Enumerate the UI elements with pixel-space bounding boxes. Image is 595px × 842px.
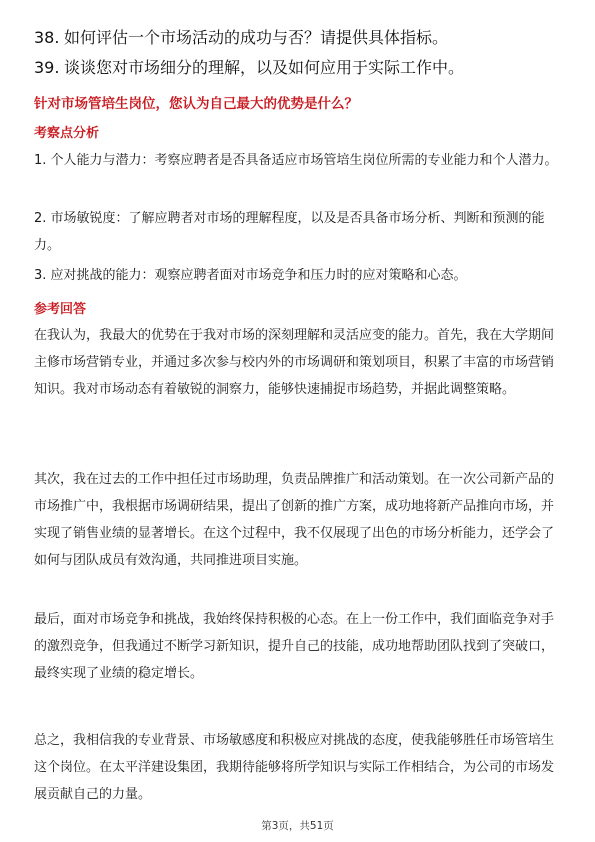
- question-number: 39.: [34, 58, 60, 77]
- question-39: [34, 57, 464, 79]
- answer-paragraph-2: 其次，我在过去的工作中担任过市场助理，负责品牌推广和活动策划。在一次公司新产品的市场推广中，我根据市场调研结果，提出了创新的推广方案，成功地将新产品推向市场，并实现了销售业绩的显著增长。在这个过程中，我不仅展现了出色的市场分析能力，还学会了如何与团队成员有效沟通，共同推进项目实施。: [34, 472, 555, 568]
- analysis-title: 考察点分析: [34, 126, 100, 141]
- question-38: [34, 27, 448, 49]
- section-title: 针对市场管培生岗位，您认为自己最大的优势是什么？: [34, 96, 358, 112]
- question-text: 如何评估一个市场活动的成功与否？请提供具体指标。: [64, 28, 449, 47]
- page-footer: 第3页，共51页: [261, 820, 334, 832]
- question-number: 38.: [34, 28, 60, 47]
- answer-title: 参考回答: [34, 302, 87, 317]
- answer-paragraph-1: 在我认为，我最大的优势在于我对市场的深刻理解和灵活应变的能力。首先，我在大学期间主修市场营销专业，并通过多次参与校内外的市场调研和策划项目，积累了丰富的市场营销知识。我对市场动态有着敏锐的洞察力，能够快速捕捉市场趋势，并据此调整策略。: [34, 328, 555, 397]
- answer-paragraph-4: 总之，我相信我的专业背景、市场敏感度和积极应对挑战的态度，使我能够胜任市场管培生这个岗位。在太平洋建设集团，我期待能够将所学知识与实际工作相结合，为公司的市场发展贡献自己的力量。: [34, 733, 555, 802]
- analysis-point-1: 1. 个人能力与潜力：考察应聘者是否具备适应市场管培生岗位所需的专业能力和个人潜力。: [34, 153, 558, 168]
- question-text: 谈谈您对市场细分的理解，以及如何应用于实际工作中。: [64, 58, 465, 77]
- analysis-point-3: 3. 应对挑战的能力：观察应聘者面对市场竞争和压力时的应对策略和心态。: [34, 268, 467, 283]
- answer-paragraph-3: 最后，面对市场竞争和挑战，我始终保持积极的心态。在上一份工作中，我们面临竞争对手的激烈竞争，但我通过不断学习新知识，提升自己的技能，成功地帮助团队找到了突破口，最终实现了业绩的稳定增长。: [34, 612, 555, 681]
- analysis-point-2: 2. 市场敏锐度：了解应聘者对市场的理解程度，以及是否具备市场分析、判断和预测的能力。: [34, 211, 545, 253]
